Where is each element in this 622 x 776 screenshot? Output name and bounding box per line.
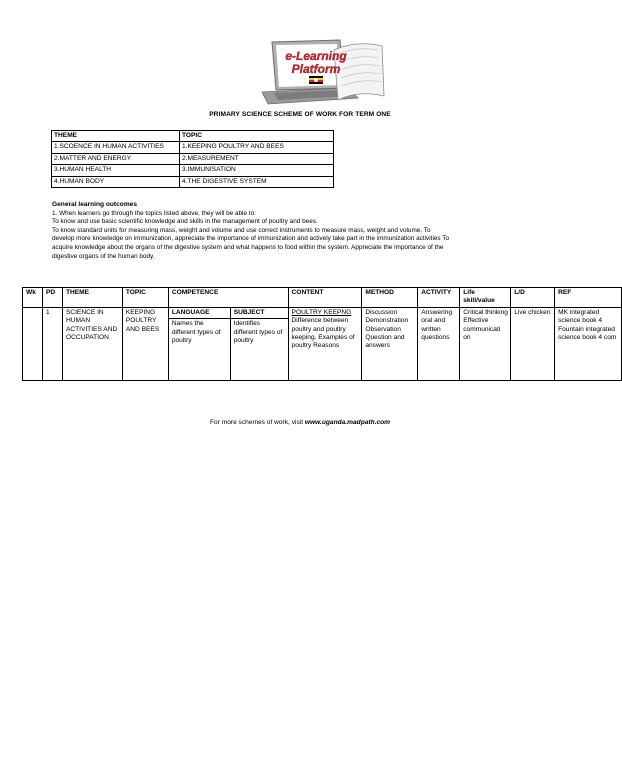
- footer-note: [0, 419, 600, 426]
- column-header-topic: TOPIC: [180, 131, 334, 142]
- column-header-content: CONTENT: [288, 288, 362, 308]
- column-header-wk: Wk: [23, 288, 43, 308]
- page-title: PRIMARY SCIENCE SCHEME OF WORK FOR TERM ONE: [209, 111, 391, 118]
- column-header-theme: THEME: [62, 288, 122, 308]
- topic-cell: KEEPING POULTRY AND BEES: [122, 307, 168, 380]
- topic-cell: 1.KEEPING POULTRY AND BEES: [180, 142, 334, 153]
- language-cell: [168, 307, 230, 380]
- column-header-activity: ACTIVITY: [418, 288, 460, 308]
- outcomes-line: 1. When learners go through the topics listed above, they will be able to:: [52, 209, 256, 217]
- wk-cell: [23, 307, 43, 380]
- content-body: Difference between poultry and poultry keeping. Examples of poultry Reasons: [291, 317, 355, 350]
- table-row: [52, 142, 334, 153]
- content-title: POULTRY KEEPNG: [291, 308, 352, 316]
- subheader-subject: SUBJECT: [231, 309, 288, 319]
- outcomes-line: To know and use basic scientific knowledge and skills in the management of poultry and bees.: [52, 218, 318, 226]
- column-header-method: METHOD: [362, 288, 418, 308]
- ld-cell: Live chicken: [511, 307, 555, 380]
- table-row: [52, 165, 334, 176]
- flag-icon: [309, 76, 323, 84]
- table-row: [52, 176, 334, 187]
- footer-text: For more schemes of work, visit: [209, 419, 305, 426]
- topic-cell: 3.IMMUNISATION: [180, 165, 334, 176]
- general-learning-outcomes: [52, 201, 452, 261]
- theme-cell: 4.HUMAN BODY: [52, 176, 180, 187]
- life-skill-cell: Critical thinking Effective communicati on: [460, 307, 511, 380]
- column-header-competence: COMPETENCE: [168, 288, 288, 308]
- theme-cell: SCIENCE IN HUMAN ACTIVITIES AND OCCUPATION: [62, 307, 122, 380]
- themes-topics-table: [51, 130, 334, 188]
- logo-text-line2: Platform: [291, 62, 341, 76]
- method-cell: Discussion Demonstration Observation Question and answers: [362, 307, 418, 380]
- column-header-pd: PD: [42, 288, 62, 308]
- e-learning-platform-logo: [258, 36, 390, 112]
- ref-cell: MK integrated science book 4 Fountain integrated science book 4 com: [555, 307, 622, 380]
- outcomes-heading: General learning outcomes: [52, 201, 138, 208]
- table-row: [52, 153, 334, 164]
- outcomes-line: To know standard units for measuring mass, weight and volume and use correct instruments to measure mass, weight and volume. To develop more knowledge on immunization, appreciate the importance of immunization and actively take part in the immunization activities To acquire knowledge about the organs of the digestive system and what happens to food within the system. Appreciate the importance of the digestive organs of the human body.: [52, 226, 450, 260]
- footer-link[interactable]: www.uganda.madpath.com: [304, 419, 391, 426]
- theme-cell: 2.MATTER AND ENERGY: [52, 153, 180, 164]
- language-text: Names the different types of poultry: [171, 320, 221, 345]
- column-header-ld: L/D: [511, 288, 555, 308]
- scheme-of-work-table: [22, 287, 622, 381]
- theme-cell: 1.SCOENCE IN HUMAN ACTIVITIES: [52, 142, 180, 153]
- column-header-topic: TOPIC: [122, 288, 168, 308]
- subheader-language: LANGUAGE: [169, 309, 230, 319]
- content-cell: [288, 307, 362, 380]
- column-header-ref: REF: [555, 288, 622, 308]
- column-header-theme: THEME: [52, 131, 180, 142]
- topic-cell: 4.THE DIGESTIVE SYSTEM: [180, 176, 334, 187]
- table-row: [23, 307, 622, 380]
- theme-cell: 3.HUMAN HEALTH: [52, 165, 180, 176]
- column-header-life-skill: Life skill/value: [460, 288, 511, 308]
- table-header-row: [23, 288, 622, 308]
- table-header-row: [52, 131, 334, 142]
- logo-text-line1: e-Learning: [285, 49, 347, 63]
- topic-cell: 2.MEASUREMENT: [180, 153, 334, 164]
- subject-text: Identifies different types of poultry: [233, 320, 283, 345]
- subject-cell: [230, 307, 288, 380]
- pd-cell: 1: [42, 307, 62, 380]
- activity-cell: Answering oral and written questions: [418, 307, 460, 380]
